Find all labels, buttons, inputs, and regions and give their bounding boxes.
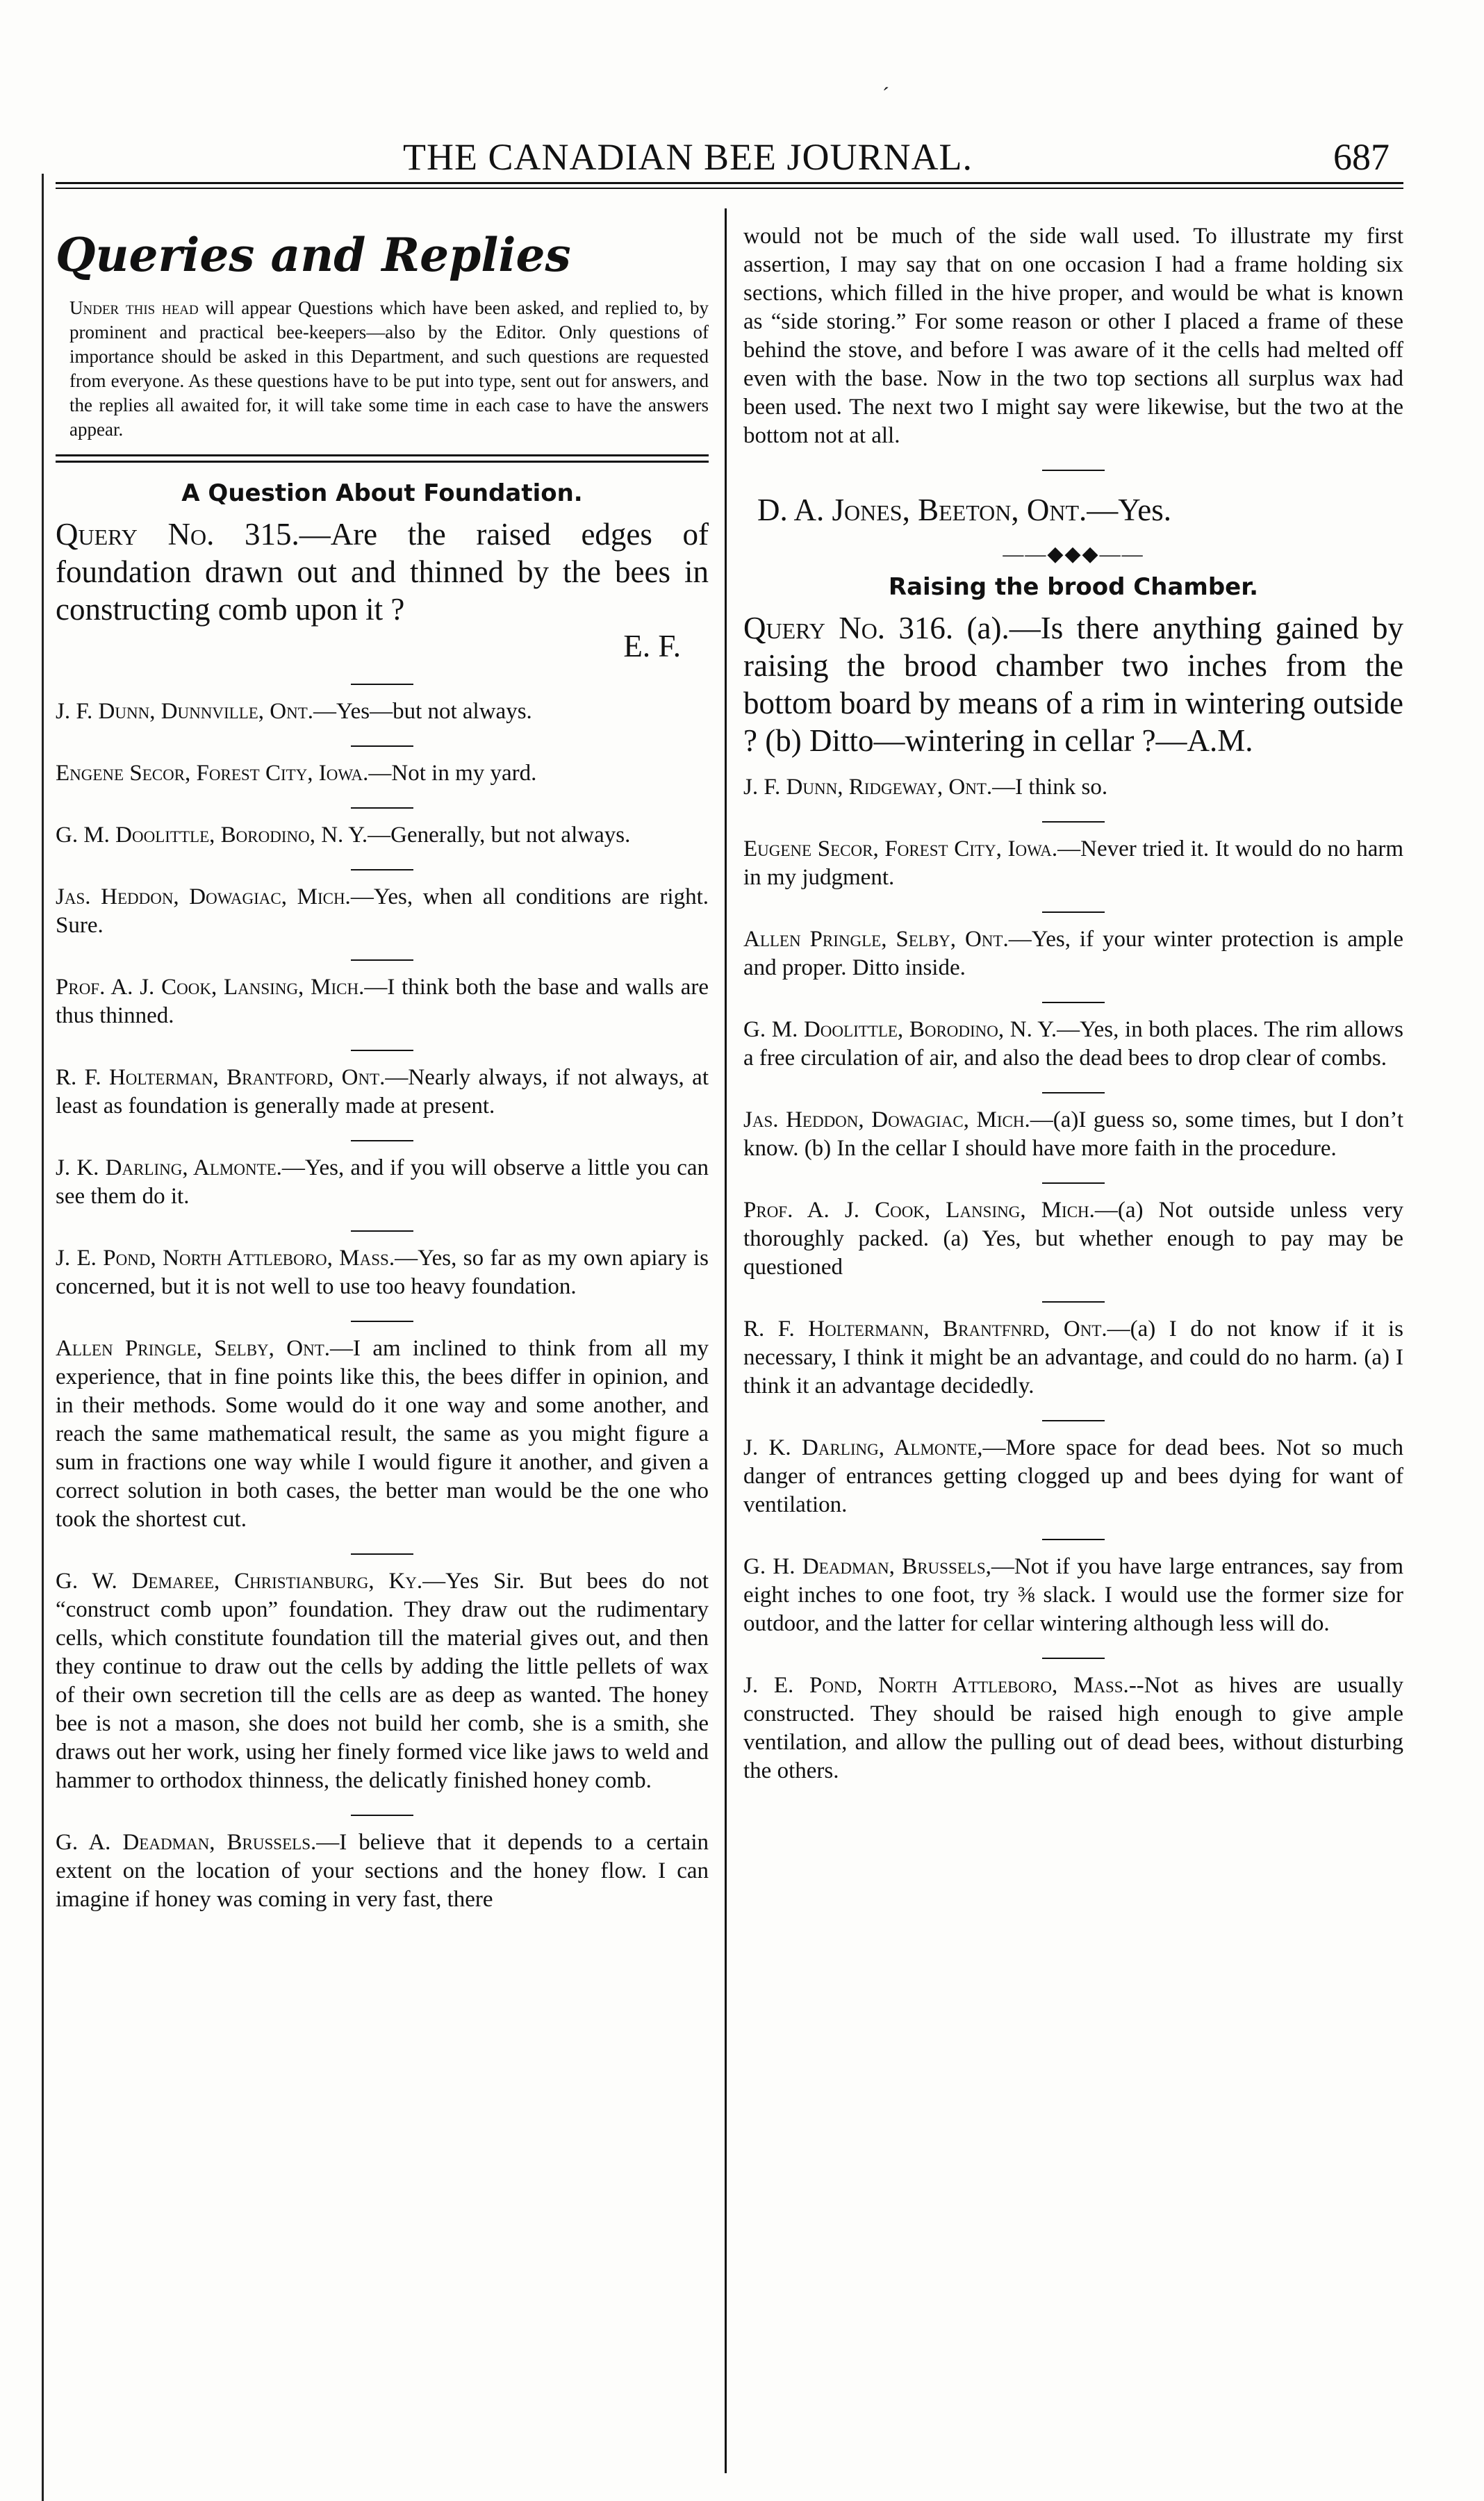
intro-text: will appear Questions which have been asked, and replied to, by prominent and practical bee-keepers—also by the Editor. Only questions of importance should be asked in this Department, and such questions are requested from everyone. As these questions have to be put into type, sent out for answers, and the replies all awaited for, it will take some time in each case to have the answers appear.: [69, 297, 709, 440]
reply-deadman: [56, 1829, 709, 1914]
intro-lead: Under this head: [69, 297, 199, 318]
header-rule-bottom: [56, 188, 1403, 189]
journal-title: THE CANADIAN BEE JOURNAL.: [403, 136, 973, 178]
separator: [1042, 1658, 1105, 1659]
reply-jones: [757, 492, 1403, 528]
query-315-text: [56, 515, 709, 628]
separator: [1042, 1002, 1105, 1003]
query-315-label: Query No. 315.: [56, 517, 299, 552]
reply-dunn: [56, 698, 709, 726]
journal-page: [42, 0, 1403, 2501]
replier-name: G. H. Deadman, Brussels,: [743, 1554, 991, 1579]
query-316-text: [743, 609, 1403, 759]
query-316-label: Query No. 316.: [743, 611, 954, 645]
reply-text: —Yes, so far as my own apiary is concerned, but it is not well to use too heavy foundation.: [56, 1246, 709, 1299]
reply-heddon: [56, 883, 709, 940]
reply-text: —Not in my yard.: [368, 761, 537, 786]
replier-name: J. F. Dunn, Ridgeway, Ont.: [743, 775, 993, 800]
department-intro: [69, 296, 709, 442]
query-316-question: (a).—Is there anything gained by raising the brood chamber two inches from the bottom board by means of a rim in wintering outside ? (b) Ditto—wintering in cellar ?—A.M.: [743, 611, 1403, 758]
reply-text: —Yes Sir. But bees do not “construct comb upon” foundation. They draw out the rudimentary cells, which constitute foundation till the material gives out, and then they continue to draw out the cells by adding the little pellets of wax of their own secretion till the cells are as deep as wanted. The honey bee is not a mason, she does not build her comb, she is a smith, she draws out her work, using her finely formed vice like jaws to weld and hammer to orthodox thinness, the delicatly finished honey comb.: [56, 1569, 709, 1793]
replier-name: R. F. Holtermann, Brantfnrd, Ont.: [743, 1316, 1107, 1342]
intro-rule: [56, 454, 709, 463]
reply-text: —Yes, if your winter protection is ample and proper. Ditto inside.: [743, 927, 1403, 980]
reply-demaree: [56, 1567, 709, 1795]
reply-text: —Nearly always, if not always, at least as foundation is generally made at present.: [56, 1065, 709, 1119]
reply-text: —Yes, in both places. The rim allows a free circulation of air, and also the dead bees to drop clear of combs.: [743, 1017, 1403, 1071]
reply-cook: [743, 1196, 1403, 1282]
replier-name: Engene Secor, Forest City, Iowa.: [56, 761, 369, 786]
reply-text: —Yes—but not always.: [313, 699, 532, 724]
replier-name: Prof. A. J. Cook, Lansing, Mich.: [743, 1198, 1095, 1223]
reply-text: —Generally, but not always.: [368, 823, 631, 848]
reply-deadman-continued: would not be much of the side wall used. To illustrate my first assertion, I may say that on one occasion I had a frame holding six sections, which filled in the hive proper, and would be what is known as “side storing.” For some reason or other I placed a frame of these behind the stove, and before I was aware of it the cells had melted off even with the base. Now in the two top sections all surplus wax had been used. The next two I might say were likewise, but the two at the bottom not at all.: [743, 224, 1403, 448]
reply-darling: [743, 1434, 1403, 1519]
page-edge-shadow: [42, 174, 44, 2501]
separator: [351, 1321, 413, 1322]
replier-name: Allen Pringle, Selby, Ont.: [56, 1336, 331, 1361]
right-column: [743, 222, 1403, 1785]
separator: [351, 959, 413, 961]
replier-name: D. A. Jones, Beeton, Ont.: [757, 493, 1087, 527]
reply-text: —Yes, and if you will observe a little you can see them do it.: [56, 1155, 709, 1209]
reply-darling: [56, 1154, 709, 1211]
header-rule-top: [56, 182, 1403, 184]
separator: [1042, 1539, 1105, 1540]
reply-doolittle: [56, 821, 709, 850]
replier-name: G. M. Doolittle, Borodino, N. Y.: [743, 1017, 1057, 1042]
reply-text: —(a)I guess so, some times, but I don’t know. (b) In the cellar I should have more faith in the procedure.: [743, 1107, 1403, 1161]
reply-holterman: [56, 1064, 709, 1121]
reply-secor: [743, 835, 1403, 892]
reply-text: —Yes, when all conditions are right. Sure.: [56, 884, 709, 938]
reply-secor: [56, 759, 709, 788]
query-315-signature: E. F.: [623, 629, 681, 663]
separator: [351, 1815, 413, 1816]
replier-name: Jas. Heddon, Dowagiac, Mich.: [743, 1107, 1030, 1132]
replier-name: G. M. Doolittle, Borodino, N. Y.: [56, 823, 368, 848]
replier-name: J. F. Dunn, Dunnville, Ont.: [56, 699, 314, 724]
replier-name: J. K. Darling, Almonte.: [56, 1155, 282, 1180]
reply-text: .—I think both the base and walls are thus thinned.: [56, 975, 709, 1028]
reply-doolittle: [743, 1016, 1403, 1073]
reply-dunn: [743, 773, 1403, 802]
column-divider: [725, 208, 727, 2473]
replier-name: Allen Pringle, Selby, Ont.: [743, 927, 1009, 952]
reply-pringle: [743, 925, 1403, 982]
replier-name: Prof. A. J. Cook, Lansing, Mich: [56, 975, 359, 1000]
reply-text: —Not if you have large entrances, say from eight inches to one foot, try ⅜ slack. I would use the former size for outdoor, and the latter for cellar wintering although less will do.: [743, 1554, 1403, 1636]
separator: [1042, 1092, 1105, 1093]
page-number: 687: [1333, 136, 1390, 178]
replier-name: Eugene Secor, Forest City, Iowa.: [743, 836, 1058, 861]
separator: [351, 745, 413, 747]
ornamental-divider: ——◆◆◆——: [1003, 543, 1144, 566]
replier-name: Jas. Heddon, Dowagiac, Mich.: [56, 884, 351, 909]
reply-text: —More space for dead bees. Not so much danger of entrances getting clogged up and bees dying for want of ventilation.: [743, 1435, 1404, 1517]
reply-text: --Not as hives are usually constructed. They should be raised high enough to give ample ventilation, and allow the pulling out of dead bees, without disturbing the others.: [743, 1673, 1403, 1783]
replier-name: J. K. Darling, Almonte,: [743, 1435, 983, 1460]
replier-name: G. A. Deadman, Brussels.: [56, 1830, 317, 1855]
separator: [351, 684, 413, 685]
reply-pringle: [56, 1335, 709, 1534]
reply-text: —I think so.: [992, 775, 1108, 800]
replier-name: R. F. Holterman, Brantford, Ont.: [56, 1065, 386, 1090]
separator: [1042, 470, 1105, 471]
separator: [351, 1230, 413, 1232]
separator: [1042, 911, 1105, 913]
separator: [1042, 1182, 1105, 1184]
reply-holtermann: [743, 1315, 1403, 1401]
reply-text: —I am inclined to think from all my experience, that in fine points like this, the bees differ in opinion, and in their methods. Some would do it one way and some another, and reach the same mathematical result, the same as you might figure a sum in fractions one way while I would figure it another, and given a correct solution in both cases, the better man would be the one who took the shortest cut.: [56, 1336, 709, 1532]
replier-name: J. E. Pond, North Attleboro, Mass.: [56, 1246, 395, 1271]
replier-name: G. W. Demaree, Christianburg, Ky.: [56, 1569, 423, 1594]
query-315-question: —Are the raised edges of foundation drawn out and thinned by the bees in constructing comb upon it ?: [56, 517, 709, 627]
separator: [351, 1553, 413, 1555]
reply-pond: [56, 1244, 709, 1301]
reply-deadman: [743, 1553, 1403, 1638]
reply-cook: [56, 973, 709, 1030]
separator: [1042, 1420, 1105, 1421]
separator: [351, 1140, 413, 1141]
separator: [351, 807, 413, 809]
reply-text: —Yes.: [1087, 493, 1172, 527]
left-column: [56, 222, 709, 1914]
reply-text: —Never tried it. It would do no harm in my judgment.: [743, 836, 1404, 890]
separator: [351, 1050, 413, 1051]
query-315-heading: A Question About Foundation.: [181, 479, 583, 507]
reply-heddon: [743, 1106, 1403, 1163]
query-316-heading: Raising the brood Chamber.: [888, 573, 1259, 601]
separator: [1042, 1301, 1105, 1303]
reply-text: —I believe that it depends to a certain extent on the location of your sections and the honey flow. I can imagine if honey was coming in very fast, there: [56, 1830, 709, 1912]
separator: [1042, 821, 1105, 823]
reply-text: —(a) I do not know if it is necessary, I think it might be an advantage, and could do no harm. (a) I think it an advantage decidedly.: [743, 1316, 1403, 1398]
ink-mark: ˊ: [882, 83, 889, 106]
section-title: Queries and Replies: [56, 228, 571, 282]
replier-name: J. E. Pond, North Attleboro, Mass.: [743, 1673, 1129, 1698]
reply-text: —(a) Not outside unless very thoroughly packed. (a) Yes, but whether enough to pay may be questioned: [743, 1198, 1403, 1280]
separator: [351, 869, 413, 870]
reply-pond: [743, 1672, 1403, 1785]
